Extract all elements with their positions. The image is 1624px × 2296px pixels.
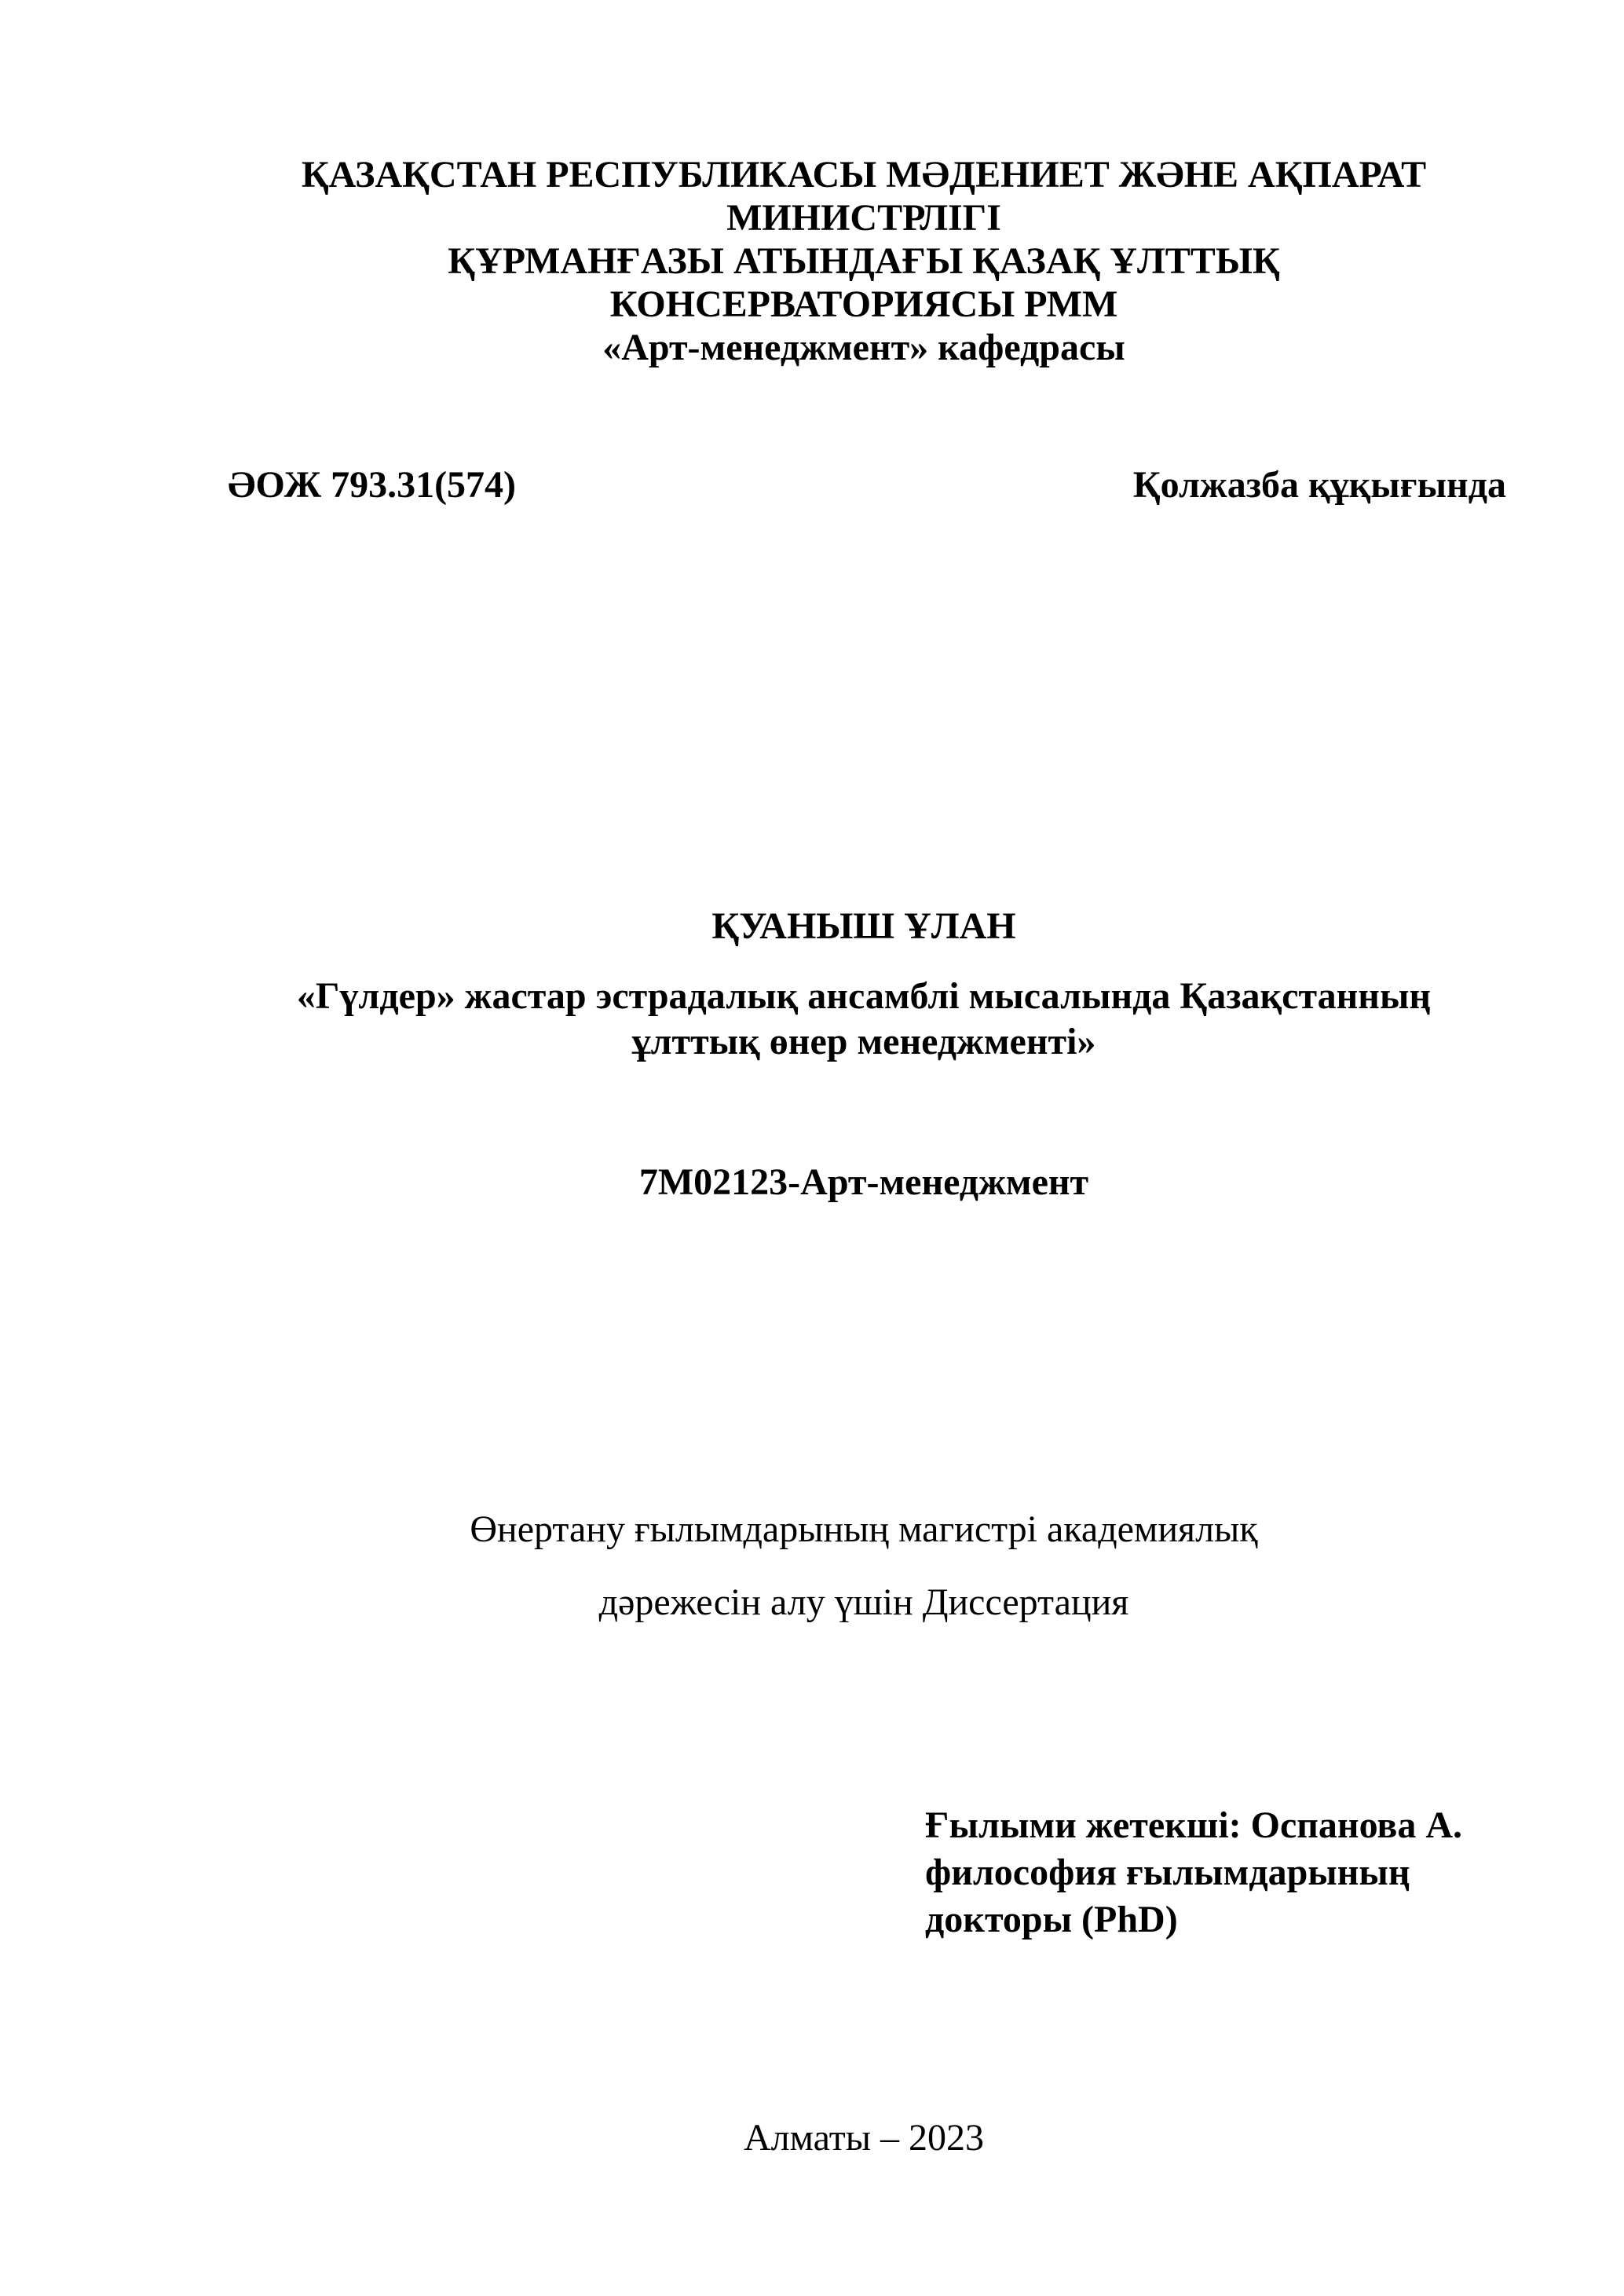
specialty-code: 7М02123-Арт-менеджмент — [638, 1161, 1089, 1203]
thesis-title-line-1: «Гүлдер» жастар эстрадалық ансамблі мысалында Қазақстанның — [296, 975, 1432, 1017]
supervisor-line-2: философия ғылымдарының — [925, 1852, 1410, 1893]
institution-header — [188, 153, 1539, 369]
supervisor-info — [925, 1802, 1462, 1943]
supervisor-line-1: Ғылыми жетекші: Оспанова А. — [925, 1804, 1462, 1846]
udc-code: ӘОЖ 793.31(574) — [228, 464, 517, 506]
degree-line-2: дәрежесін алу үшін Диссертация — [598, 1581, 1129, 1623]
degree-statement — [188, 1508, 1539, 1624]
header-line-conservatory-cont: КОНСЕРВАТОРИЯСЫ РММ — [609, 283, 1118, 325]
supervisor-line-3: докторы (PhD) — [925, 1899, 1178, 1940]
header-line-ministry: ҚАЗАҚСТАН РЕСПУБЛИКАСЫ МӘДЕНИЕТ ЖӘНЕ АҚПАРАТ — [301, 154, 1427, 196]
header-line-conservatory: ҚҰРМАНҒАЗЫ АТЫНДАҒЫ ҚАЗАҚ ҰЛТТЫҚ — [448, 240, 1280, 282]
author-name: ҚУАНЫШ ҰЛАН — [711, 905, 1016, 947]
thesis-title — [188, 974, 1539, 1065]
manuscript-rights: Қолжазба құқығында — [1132, 464, 1506, 506]
thesis-title-line-2: ұлттық өнер менеджменті» — [631, 1021, 1096, 1062]
city-year: Алматы – 2023 — [744, 2117, 984, 2159]
degree-line-1: Өнертану ғылымдарының магистрі академиялық — [470, 1508, 1258, 1550]
header-line-ministry-cont: МИНИСТРЛІГІ — [726, 197, 1001, 239]
header-line-department: «Арт-менеджмент» кафедрасы — [602, 327, 1125, 368]
